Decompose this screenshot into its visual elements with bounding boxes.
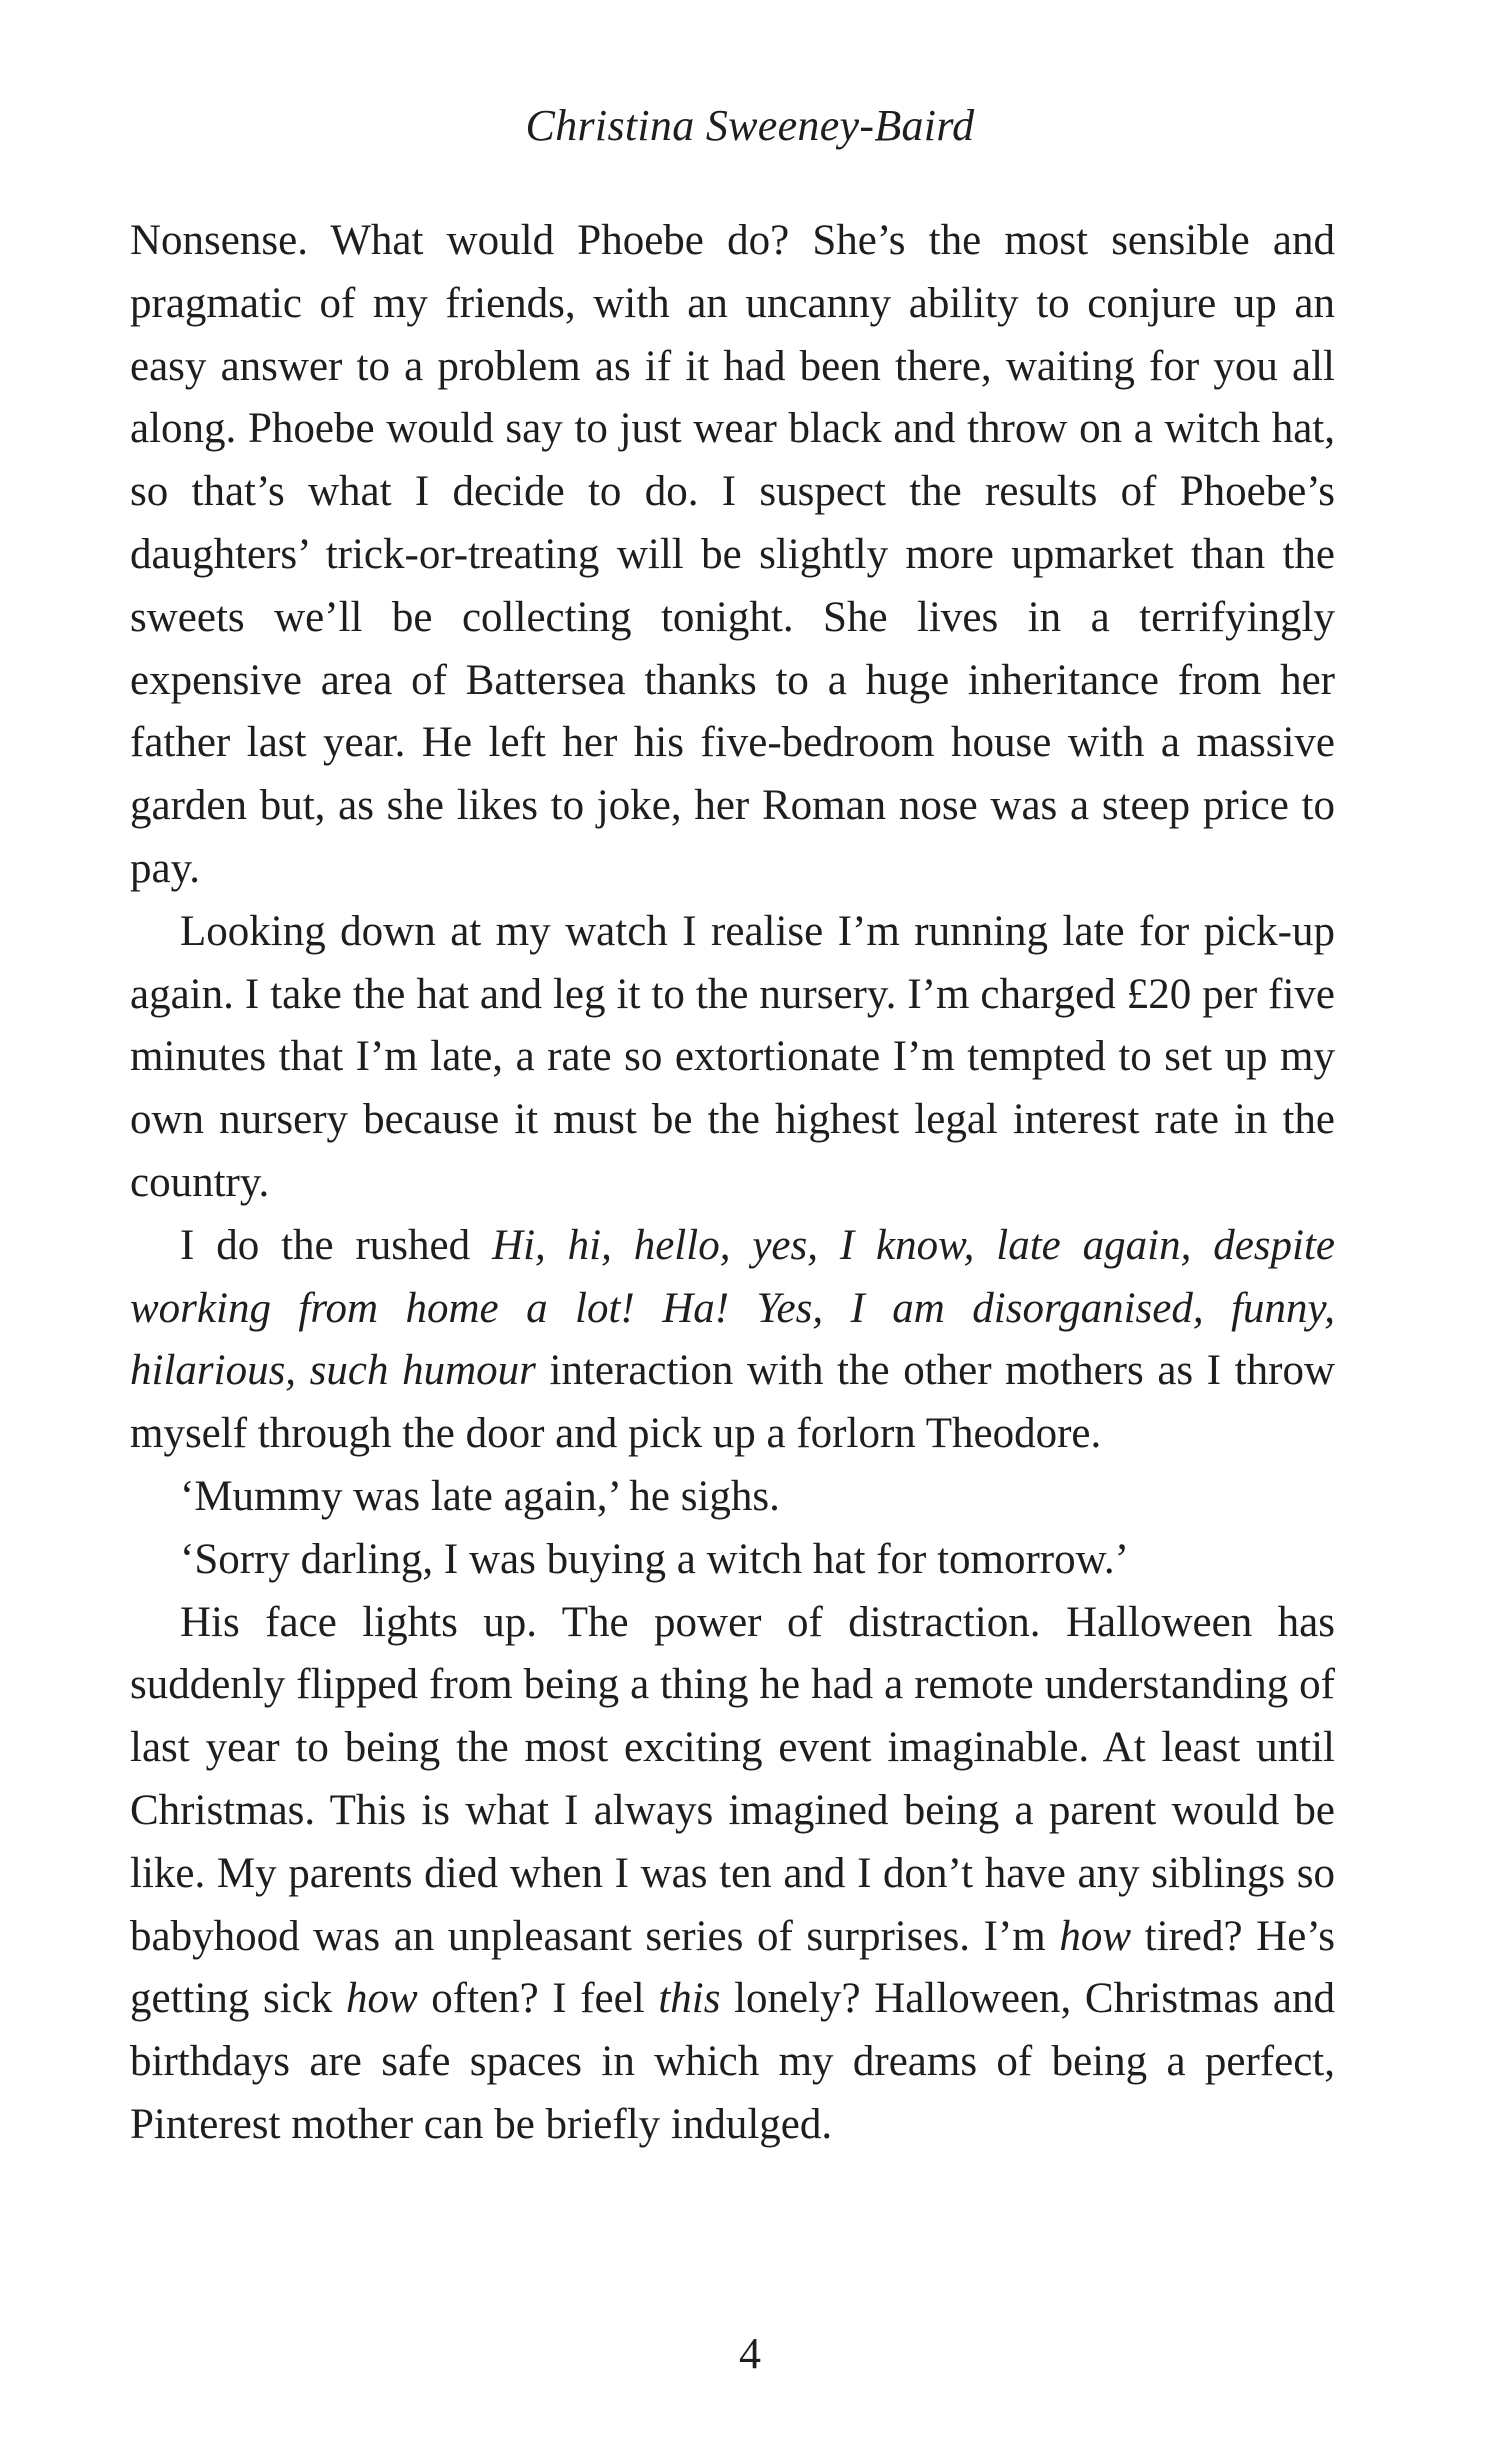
running-head: Christina Sweeney-Baird [525, 101, 975, 150]
paragraph-2-text: Looking down at my watch I realise I’m running late for pick-up again. I take the hat and leg it to the nursery. I’m charged £20 per five minutes that I’m late, a rate so extortionate I’m tempted to set up my own nursery because it must be the highest legal interest rate in the country. [130, 907, 1335, 1206]
paragraph-6-italic-3: this [658, 1975, 721, 2023]
paragraph-3-text-before: I do the rushed [180, 1221, 493, 1269]
paragraph-2 [130, 901, 1335, 1215]
paragraph-6-part-2: tired? He’s getting sick [130, 1912, 1335, 2023]
paragraph-6-part-4: lonely? Halloween, Christmas and birthdays are safe spaces in which my dreams of being a perfect, Pinterest mother can be briefly indulged. [130, 1975, 1335, 2148]
paragraph-1: Nonsense. What would Phoebe do? She’s the most sensible and pragmatic of my friends, with an uncanny ability to conjure up an easy answer to a problem as if it had been there, waiting for you all along. Phoebe would say to just wear black and throw on a witch hat, so that’s what I decide to do. I suspect the results of Phoebe’s daughters’ trick-or-treating will be slightly more upmarket than the sweets we’ll be collecting tonight. She lives in a terrifyingly expensive area of Battersea thanks to a huge inheritance from her father last year. He left her his five-bedroom house with a massive garden but, as she likes to joke, her Roman nose was a steep price to pay. [130, 217, 1335, 892]
paragraph-6 [130, 1592, 1335, 2157]
paragraph-6-part-3: often? I feel [417, 1975, 659, 2023]
paragraph-3-text-after: interaction with the other mothers as I throw myself through the door and pick up a forlorn Theodore. [130, 1347, 1336, 1458]
body-text [130, 210, 1335, 2157]
paragraph-5 [130, 1529, 1335, 1592]
paragraph-6-part-1: His face lights up. The power of distraction. Halloween has suddenly flipped from being a thing he had a remote understanding of last year to being the most exciting event imaginable. At least until Christmas. This is what I always imagined being a parent would be like. My parents died when I was ten and I don’t have any siblings so babyhood was an unpleasant series of surprises. I’m [130, 1598, 1335, 1960]
paragraph-3 [130, 1215, 1335, 1466]
paragraph-6-italic-2: how [345, 1975, 418, 2023]
paragraph-6-italic-1: how [1059, 1912, 1132, 1960]
paragraph-4-text: ‘Mummy was late again,’ he sighs. [180, 1472, 780, 1520]
page-number: 4 [739, 2329, 761, 2378]
paragraph-3-italic: Hi, hi, hello, yes, I know, late again, despite working from home a lot! Ha! Yes, I am disorganised, funny, hilarious, such humour [130, 1221, 1335, 1395]
paragraph-5-text: ‘Sorry darling, I was buying a witch hat for tomorrow.’ [180, 1535, 1129, 1583]
paragraph-4 [130, 1466, 1335, 1529]
